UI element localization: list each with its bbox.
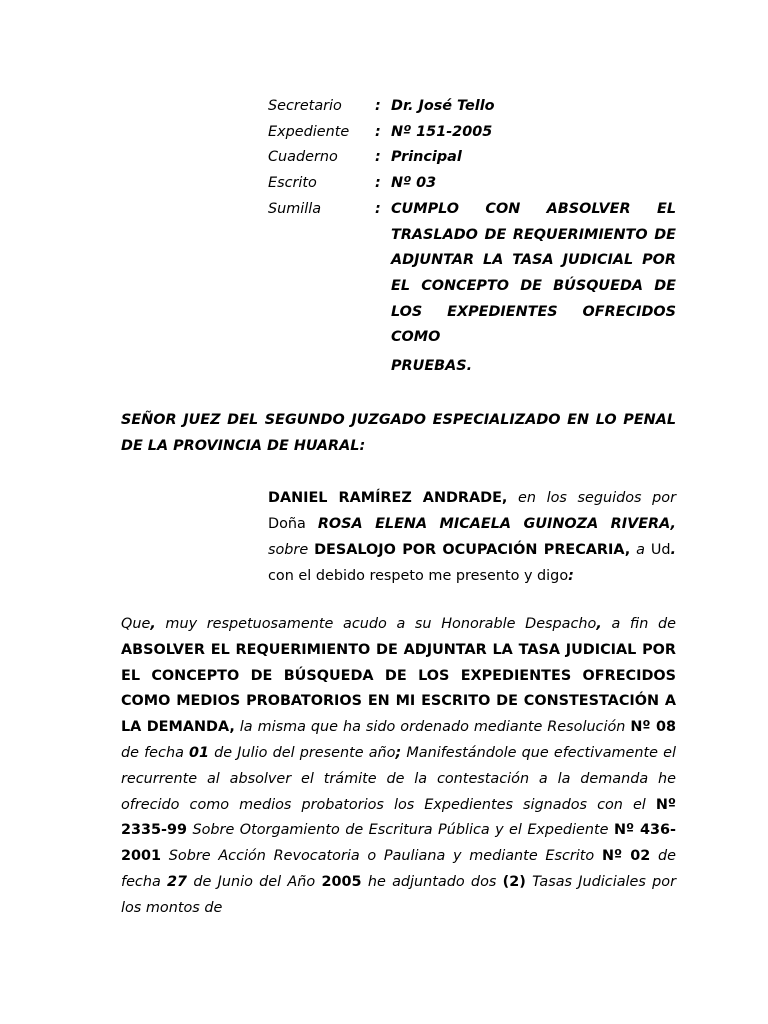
sumilla-text — [391, 197, 676, 380]
body-text: de fecha — [121, 848, 676, 890]
body-text: de Junio del Año — [187, 873, 322, 890]
header-label: Secretario — [268, 98, 342, 114]
body-text: 2005 — [321, 873, 362, 890]
header-label: Escrito — [268, 175, 317, 192]
intro-text: con el debido respeto me presento y digo — [268, 568, 569, 584]
body-text: de fecha — [121, 744, 190, 761]
case-matter: DESALOJO POR OCUPACIÓN PRECARIA, — [314, 542, 631, 558]
header-colon: : — [375, 123, 381, 140]
body-text: , — [596, 616, 602, 632]
header-colon: : — [375, 200, 381, 217]
header-value: Nº 151-2005 — [391, 123, 493, 140]
intro-text: . — [670, 542, 676, 558]
body-text: (2) — [502, 873, 526, 890]
header-value: Nº 03 — [391, 175, 437, 192]
expediente-number: Nº 436-2001 — [121, 822, 676, 865]
header-row-sumilla — [268, 197, 676, 380]
request-statement: ABSOLVER EL REQUERIMIENTO DE ADJUNTAR LA TASA JUDICIAL POR EL CONCEPTO DE BÚSQUEDA DE LOS EXPEDIENTES OFRECIDOS COMO MEDIOS PROBATORIOS EN MI ESCRITO DE CONSTESTACIÓN A LA DEMANDA, — [121, 641, 676, 736]
body-paragraph — [121, 612, 676, 922]
intro-text: sobre — [268, 542, 315, 558]
header-label: Sumilla — [268, 200, 322, 217]
body-text: , — [150, 616, 156, 632]
header-value: Principal — [391, 149, 462, 166]
header-row-expediente — [268, 120, 676, 146]
intro-text: : — [568, 568, 574, 584]
body-text: a fin de — [601, 616, 676, 632]
header-colon: : — [375, 149, 381, 166]
intro-text: Ud — [650, 542, 671, 558]
intro-text: a — [630, 542, 651, 558]
sumilla-body: CUMPLO CON ABSOLVER EL TRASLADO DE REQUERIMIENTO DE ADJUNTAR LA TASA JUDICIAL POR EL CONCEPTO DE BÚSQUEDA DE LOS EXPEDIENTES OFRECIDOS COMO — [391, 200, 676, 346]
body-text: Sobre Acción Revocatoria o Pauliana y mediante Escrito — [161, 848, 602, 865]
header-row-escrito — [268, 171, 676, 197]
intro-text: en los seguidos por — [507, 490, 677, 506]
expediente-number: Nº 2335-99 — [121, 796, 676, 839]
body-text: 27 — [167, 873, 188, 890]
body-text: 01 — [189, 744, 210, 761]
body-text: he adjuntado dos — [361, 873, 503, 890]
case-header — [268, 94, 676, 380]
header-value: Dr. José Tello — [391, 98, 495, 114]
header-row-cuaderno — [268, 145, 676, 171]
resolution-number: Nº 08 — [630, 719, 676, 736]
sumilla-last-line: PRUEBAS. — [391, 358, 473, 375]
body-text: de Julio del presente año — [209, 744, 396, 761]
intro-text: Doña — [268, 516, 318, 532]
body-text: Tasas Judiciales por los montos de — [121, 873, 676, 916]
header-label: Expediente — [268, 123, 350, 140]
header-colon: : — [375, 175, 381, 192]
body-text: muy respetuosamente acudo a su Honorable Despacho — [155, 616, 597, 632]
body-text: ; — [395, 744, 402, 761]
addressee: SEÑOR JUEZ DEL SEGUNDO JUZGADO ESPECIALIZADO EN LO PENAL DE LA PROVINCIA DE HUARAL: — [121, 412, 676, 454]
body-text: Sobre Otorgamiento de Escritura Pública y el Expediente — [187, 822, 614, 839]
body-text: Manifestándole que efectivamente el recurrente al absolver el trámite de la contestación a la demanda he ofrecido como medios probatorios los Expedientes signados con el — [121, 744, 676, 813]
plaintiff-name: ROSA ELENA MICAELA GUINOZA RIVERA, — [317, 516, 677, 532]
body-text: la misma que ha sido ordenado mediante Resolución — [234, 719, 631, 736]
petitioner-name: DANIEL RAMÍREZ ANDRADE, — [268, 490, 508, 506]
header-label: Cuaderno — [268, 149, 338, 166]
header-colon: : — [375, 98, 381, 114]
escrito-number: Nº 02 — [601, 848, 651, 865]
header-row-secretario — [268, 94, 676, 120]
intro-paragraph — [268, 485, 676, 589]
body-text: Que — [121, 616, 151, 632]
